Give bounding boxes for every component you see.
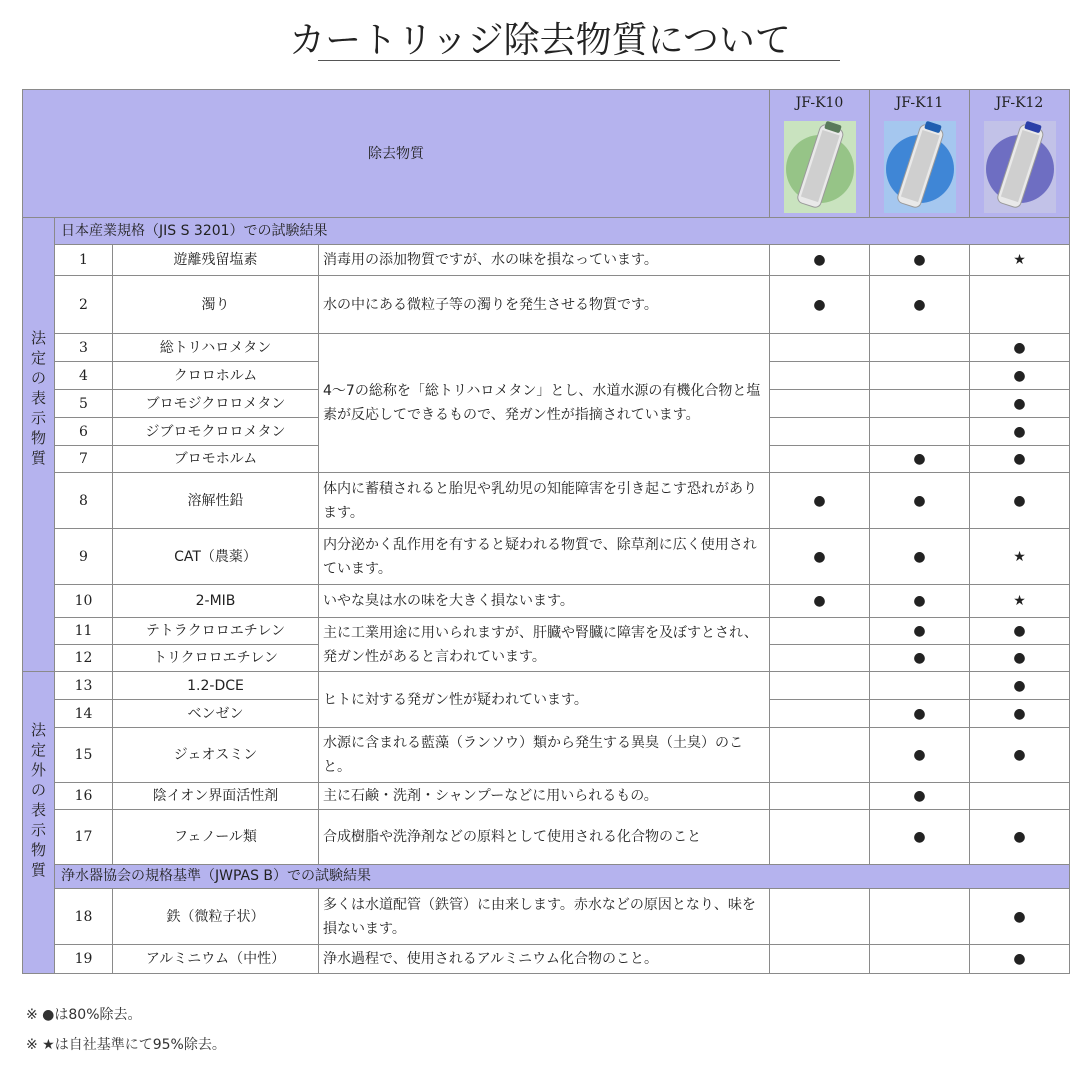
mark-cell [870,362,970,390]
mark-cell: ● [970,334,1070,362]
mark-cell [770,700,870,728]
mark-cell: ● [870,618,970,645]
mark-cell: ● [870,700,970,728]
mark-cell: ● [970,810,1070,865]
mark-cell [870,889,970,945]
mark-cell: ● [770,585,870,618]
table-row: 16 陰イオン界面活性剤 主に石鹸・洗剤・シャンプーなどに用いられるもの。 ● [23,783,1070,810]
mark-cell: ★ [970,529,1070,585]
mark-cell [870,418,970,446]
side-label-legal: 法 定 の 表 示 物 質 [23,218,55,672]
mark-cell [770,618,870,645]
table-row: 4 クロロホルム ● [23,362,1070,390]
mark-cell: ● [970,945,1070,974]
mark-cell: ● [870,529,970,585]
mark-cell: ● [970,446,1070,473]
table-header [23,90,1070,218]
table-row: 19 アルミニウム（中性） 浄水過程で、使用されるアルミニウム化合物のこと。 ● [23,945,1070,974]
mark-cell [770,810,870,865]
mark-cell: ● [970,700,1070,728]
mark-cell [870,334,970,362]
mark-cell: ● [970,418,1070,446]
table-row: 10 2-MIB いやな臭は水の味を大きく損ないます。 ● ● ★ [23,585,1070,618]
mark-cell: ● [770,276,870,334]
mark-cell [770,783,870,810]
table-row: 9 CAT（農薬） 内分泌かく乱作用を有すると疑われる物質で、除草剤に広く使用されています。 ● ● ★ [23,529,1070,585]
mark-cell [870,945,970,974]
table-row: 12 トリクロロエチレン ● ● [23,645,1070,672]
model-jf-k12 [970,90,1070,218]
mark-cell [770,446,870,473]
table-row: 8 溶解性鉛 体内に蓄積されると胎児や乳幼児の知能障害を引き起こす恐れがあります。 ● ● ● [23,473,1070,529]
mark-cell: ● [870,645,970,672]
mark-cell: ● [970,390,1070,418]
model-jf-k10 [770,90,870,218]
mark-cell [770,728,870,783]
mark-cell: ★ [970,245,1070,276]
table-row: 3 総トリハロメタン 4〜7の総称を「総トリハロメタン」とし、水道水源の有機化合物と塩素が反応してできるもので、発ガン性が指摘されています。 ● [23,334,1070,362]
cartridge-jf-k12-image [984,121,1056,213]
mark-cell: ● [970,672,1070,700]
mark-cell [770,390,870,418]
table-row: 2 濁り 水の中にある微粒子等の濁りを発生させる物質です。 ● ● [23,276,1070,334]
mark-cell: ● [770,529,870,585]
removal-table [22,89,1070,974]
mark-cell [970,783,1070,810]
note-star: ※ ★は自社基準にて95%除去。 [26,1037,226,1053]
mark-cell: ● [870,585,970,618]
table-row: 17 フェノール類 合成樹脂や洗浄剤などの原料として使用される化合物のこと ● ● [23,810,1070,865]
mark-cell [770,645,870,672]
table-row: 6 ジブロモクロロメタン ● [23,418,1070,446]
cartridge-jf-k11-image [884,121,956,213]
mark-cell [970,276,1070,334]
mark-cell [770,362,870,390]
mark-cell: ● [770,245,870,276]
model-label: JF-K10 [795,95,844,111]
mark-cell [770,672,870,700]
table-row: 15 ジェオスミン 水源に含まれる藍藻（ランソウ）類から発生する異臭（土臭）のこと。 ● ● [23,728,1070,783]
table-row: 5 ブロモジクロロメタン ● [23,390,1070,418]
table-row: 法 定 外 の 表 示 物 質 13 1.2-DCE ヒトに対する発ガン性が疑われています。 ● [23,672,1070,700]
mark-cell: ● [970,618,1070,645]
table-row: 11 テトラクロロエチレン 主に工業用途に用いられますが、肝臓や腎臓に障害を及ぼすとされ、発ガン性があると言われています。 ● ● [23,618,1070,645]
mark-cell: ● [970,889,1070,945]
mark-cell: ● [970,362,1070,390]
page-title: カートリッジ除去物質について [289,20,791,61]
model-label: JF-K12 [995,95,1044,111]
mark-cell [770,418,870,446]
table-row: 1 遊離残留塩素 消毒用の添加物質ですが、水の味を損なっています。 ● ● ★ [23,245,1070,276]
mark-cell: ● [870,473,970,529]
mark-cell: ● [970,728,1070,783]
mark-cell: ● [870,276,970,334]
mark-cell: ● [770,473,870,529]
mark-cell [770,334,870,362]
mark-cell: ● [870,728,970,783]
section-header-jis: 日本産業規格（JIS S 3201）での試験結果 [55,218,1070,245]
mark-cell: ★ [970,585,1070,618]
model-label: JF-K11 [895,95,944,111]
mark-cell: ● [870,783,970,810]
section-header-jwpas: 浄水器協会の規格基準（JWPAS B）での試験結果 [55,865,1070,889]
mark-cell [770,945,870,974]
mark-cell: ● [970,473,1070,529]
side-label-non-legal: 法 定 外 の 表 示 物 質 [23,672,55,974]
substance-header: 除去物質 [23,90,770,218]
table-row: 14 ベンゼン ● ● [23,700,1070,728]
title-underline [318,60,840,61]
table-row: 18 鉄（微粒子状） 多くは水道配管（鉄管）に由来します。赤水などの原因となり、味を損ないます。 ● [23,889,1070,945]
mark-cell [770,889,870,945]
table-row: 7 ブロモホルム ● ● [23,446,1070,473]
mark-cell: ● [870,810,970,865]
mark-cell [870,390,970,418]
mark-cell: ● [870,446,970,473]
cartridge-jf-k10-image [784,121,856,213]
mark-cell: ● [870,245,970,276]
note-dot: ※ ●は80%除去。 [26,1007,142,1023]
mark-cell: ● [970,645,1070,672]
mark-cell [870,672,970,700]
model-jf-k11 [870,90,970,218]
